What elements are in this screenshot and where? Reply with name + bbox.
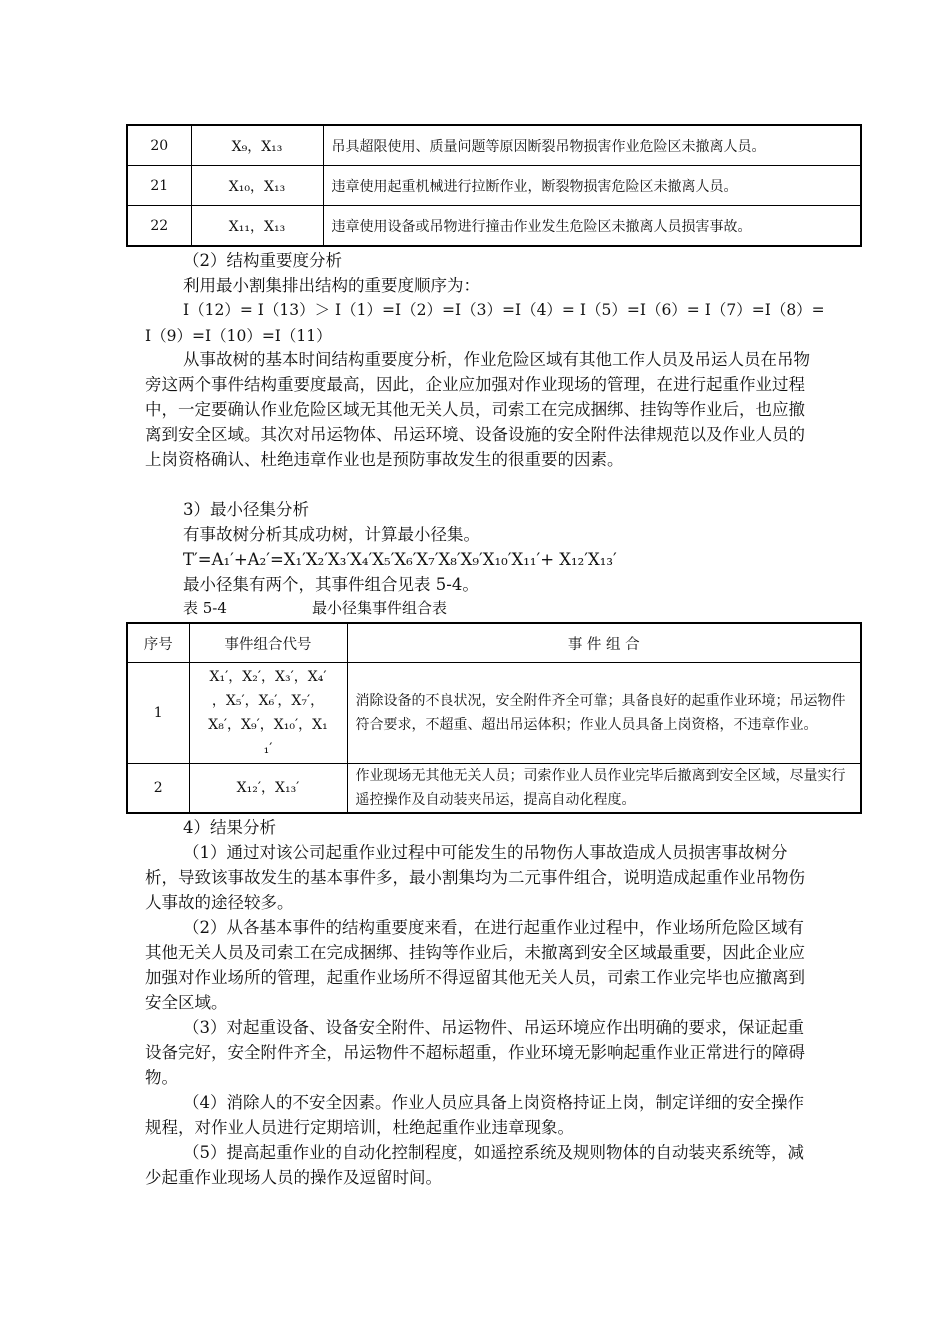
- column-header: 事件组合代号: [189, 623, 347, 663]
- paragraph: （5）提高起重作业的自动化控制程度，如遥控系统及规则物体的自动装夹系统等，减少起重作业现场人员的操作及逗留时间。: [145, 1143, 804, 1187]
- section-heading: （2）结构重要度分析: [183, 251, 342, 270]
- row-number: 21: [127, 166, 191, 206]
- column-header: 序号: [127, 623, 189, 663]
- event-code: [189, 663, 347, 764]
- paragraph: （4）消除人的不安全因素。作业人员应具备上岗资格持证上岗，制定详细的安全操作规程，对作业人员进行定期培训，杜绝起重作业违章现象。: [145, 1093, 804, 1137]
- paragraph: （3）对起重设备、设备安全附件、吊运物件、吊运环境应作出明确的要求，保证起重设备完好，安全附件齐全，吊运物件不超标超重，作业环境无影响起重作业正常进行的障碍物。: [145, 1018, 805, 1087]
- paragraph: 有事故树分析其成功树，计算最小径集。: [183, 525, 480, 544]
- table-row: [127, 206, 861, 247]
- event-code-line: X₁′，X₂′，X₃′，X₄′: [209, 669, 327, 685]
- table-header-row: [127, 623, 861, 663]
- paragraph: （1）通过对该公司起重作业过程中可能发生的吊物伤人事故造成人员损害事故树分析，导致该事故发生的基本事件多，最小割集均为二元事件组合，说明造成起重作业吊物伤人事故的途径较多。: [145, 843, 805, 912]
- table-caption-number: 表 5-4: [183, 599, 227, 617]
- paragraph: （2）从各基本事件的结构重要度来看，在进行起重作业过程中，作业场所危险区域有其他无关人员及司索工在完成捆绑、挂钩等作业后，未撤离到安全区域最重要，因此企业应加强对作业场所的管理，起重作业场所不得逗留其他无关人员，司索工作业完毕也应撤离到安全区域。: [145, 918, 805, 1012]
- event-code-line: ，X₅′，X₆′，X₇′，: [211, 693, 325, 709]
- section-heading: 4）结果分析: [183, 818, 276, 837]
- table-row: [127, 125, 861, 166]
- event-description: 消除设备的不良状况，安全附件齐全可靠；具备良好的起重作业环境；吊运物件符合要求，不超重、超出吊运体积；作业人员具备上岗资格，不违章作业。: [347, 663, 861, 764]
- row-number: 1: [127, 663, 189, 764]
- path-set-formula: T′=A₁′+A₂′=X₁′X₂′X₃′X₄′X₅′X₆′X₇′X₈′X₉′X₁₀′X₁₁′+ X₁₂′X₁₃′: [183, 550, 617, 569]
- importance-formula-line2: I（9）=I（10）=I（11）: [145, 327, 332, 345]
- paragraph: 利用最小割集排出结构的重要度顺序为：: [183, 276, 480, 295]
- column-header: 事 件 组 合: [347, 623, 861, 663]
- row-number: 2: [127, 764, 189, 814]
- paragraph: 从事故树的基本时间结构重要度分析，作业危险区域有其他工作人员及吊运人员在吊物旁这两个事件结构重要度最高，因此，企业应加强对作业现场的管理，在进行起重作业过程中，一定要确认作业危险区域无其他无关人员，司索工在完成捆绑、挂钩等作业后，也应撤离到安全区域。其次对吊运物体、吊运环境、设备设施的安全附件法律规范以及作业人员的上岗资格确认、杜绝违章作业也是预防事故发生的很重要的因素。: [145, 350, 810, 469]
- fault-tree-cut-set-table: [126, 124, 862, 247]
- event-description: 违章使用设备或吊物进行撞击作业发生危险区未撤离人员损害事故。: [323, 206, 861, 247]
- table-row: [127, 663, 861, 764]
- event-code: [189, 764, 347, 814]
- row-number: 20: [127, 125, 191, 166]
- event-code: X₉，X₁₃: [191, 125, 323, 166]
- min-path-set-table: [126, 622, 862, 814]
- event-code-line: X₁₂′，X₁₃′: [236, 780, 300, 796]
- event-description: 作业现场无其他无关人员；司索作业人员作业完毕后撤离到安全区域，尽量实行遥控操作及自动装夹吊运，提高自动化程度。: [347, 764, 861, 814]
- event-code: X₁₀，X₁₃: [191, 166, 323, 206]
- section-heading: 3）最小径集分析: [183, 500, 309, 519]
- event-description: 违章使用起重机械进行拉断作业，断裂物损害危险区未撤离人员。: [323, 166, 861, 206]
- event-code: X₁₁，X₁₃: [191, 206, 323, 247]
- table-caption-title: 最小径集事件组合表: [312, 599, 448, 617]
- event-code-line: X₈′，X₉′，X₁₀′，X₁: [208, 717, 328, 733]
- event-code-line: ₁′: [263, 741, 273, 757]
- table-row: [127, 166, 861, 206]
- event-description: 吊具超限使用、质量问题等原因断裂吊物损害作业危险区未撤离人员。: [323, 125, 861, 166]
- paragraph: 最小径集有两个，其事件组合见表 5-4。: [183, 575, 479, 594]
- row-number: 22: [127, 206, 191, 247]
- table-row: [127, 764, 861, 814]
- importance-formula-line1: I（12）= I（13）＞ I（1）=I（2）=I（3）=I（4）= I（5）=I（6）= I（7）=I（8）=: [183, 301, 825, 319]
